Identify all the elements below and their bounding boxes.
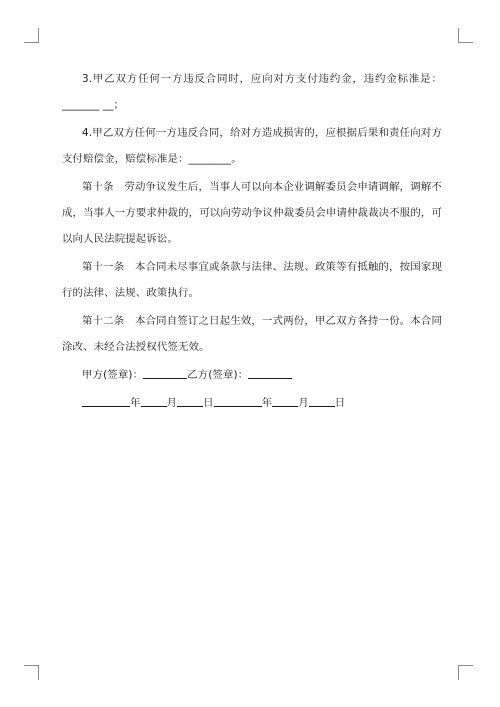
crop-mark-top-right xyxy=(458,28,473,43)
date-b-month-blank xyxy=(272,395,298,407)
party-b-signature-blank xyxy=(248,367,292,379)
date-a-year-label: 年 xyxy=(130,397,141,409)
crop-mark-bottom-right xyxy=(458,665,473,680)
crop-mark-bottom-left xyxy=(24,665,39,680)
paragraph-penalty-clause: 3.甲乙双方任何一方违反合同时，应向对方支付违约金，违约金标准是：_______ __； xyxy=(62,73,442,111)
date-b-year-blank xyxy=(214,395,262,407)
paragraph-article-10: 第十条 劳动争议发生后，当事人可以向本企业调解委员会申请调解，调解不成，当事人一方要求仲裁的，可以向劳动争议仲裁委员会申请仲裁裁决不服的，可以向人民法院提起诉讼。 xyxy=(62,181,442,245)
date-a-month-label: 月 xyxy=(166,397,178,409)
date-b-day-label: 日 xyxy=(334,397,346,409)
date-b-month-label: 月 xyxy=(298,397,309,409)
paragraph-article-12: 第十二条 本合同自签订之日起生效，一式两份，甲乙双方各持一份。本合同涂改、未经合法授权代签无效。 xyxy=(62,315,442,353)
date-line xyxy=(62,390,442,416)
crop-mark-top-left xyxy=(24,28,39,43)
document-body xyxy=(62,66,442,416)
signature-line xyxy=(62,362,442,388)
paragraph-article-11: 第十一条 本合同未尽事宜或条款与法律、法规、政策等有抵触的，按国家现行的法律、法规、政策执行。 xyxy=(62,261,442,299)
date-b-year-label: 年 xyxy=(261,397,273,409)
date-a-day-label: 日 xyxy=(203,397,214,409)
party-a-signature-blank xyxy=(143,367,187,379)
date-a-year-blank xyxy=(82,395,130,407)
party-b-label: 乙方(签章)： xyxy=(187,369,249,381)
date-a-month-blank xyxy=(141,395,167,407)
paragraph-compensation-clause: 4.甲乙双方任何一方违反合同，给对方造成损害的，应根据后果和责任向对方支付赔偿金，赔偿标准是：________。 xyxy=(62,127,442,165)
date-b-day-blank xyxy=(309,395,335,407)
party-a-label: 甲方(签章)： xyxy=(82,369,144,381)
date-a-day-blank xyxy=(177,395,203,407)
